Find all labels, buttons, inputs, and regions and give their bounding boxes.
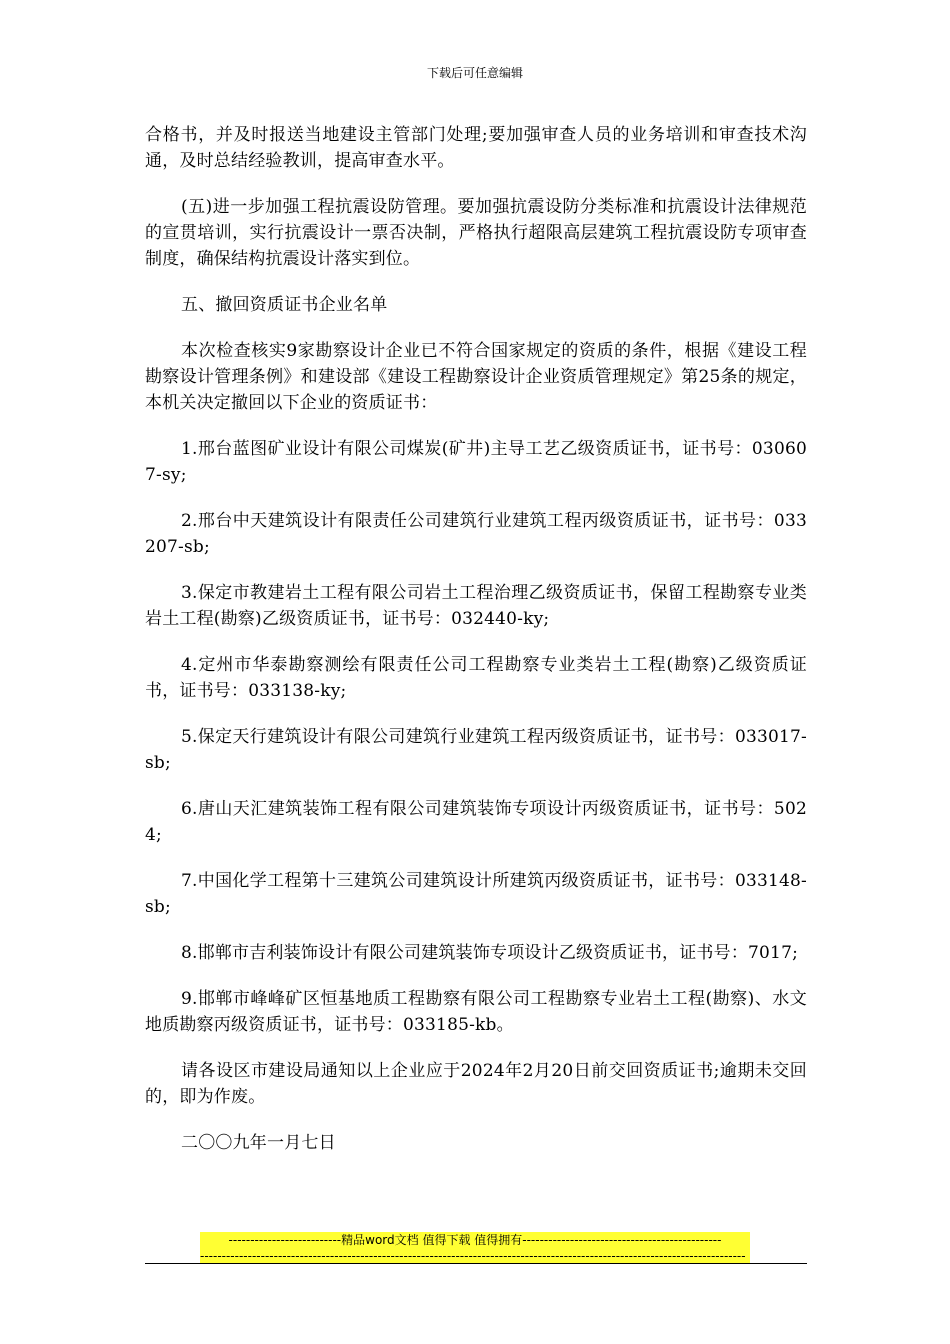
paragraph-seismic-management: (五)进一步加强工程抗震设防管理。要加强抗震设防分类标准和抗震设计法律规范的宣贯培训，实行抗震设计一票否决制，严格执行超限高层建筑工程抗震设防专项审查制度，确保结构抗震设计落实到位。 bbox=[145, 197, 807, 269]
list-item-company-3: 3.保定市教建岩土工程有限公司岩土工程治理乙级资质证书，保留工程勘察专业类岩土工程(勘察)乙级资质证书，证书号：032440-ky; bbox=[145, 583, 807, 629]
footer-banner-dashes: ------------------------------------------------------------------------------------------------------------------------------ bbox=[200, 1248, 750, 1264]
list-item-company-7: 7.中国化学工程第十三建筑公司建筑设计所建筑丙级资质证书，证书号：033148-sb; bbox=[145, 871, 807, 917]
list-item-company-6: 6.唐山天汇建筑装饰工程有限公司建筑装饰专项设计丙级资质证书，证书号：5024; bbox=[145, 799, 807, 845]
page-header-note: 下载后可任意编辑 bbox=[426, 66, 523, 80]
paragraph-revocation-decision: 本次检查核实9家勘察设计企业已不符合国家规定的资质的条件，根据《建设工程勘察设计管理条例》和建设部《建设工程勘察设计企业资质管理规定》第25条的规定，本机关决定撤回以下企业的资质证书： bbox=[145, 341, 807, 413]
list-item-company-5: 5.保定天行建筑设计有限公司建筑行业建筑工程丙级资质证书，证书号：033017-sb; bbox=[145, 727, 807, 773]
document-date: 二〇〇九年一月七日 bbox=[181, 1133, 336, 1153]
list-item-company-2: 2.邢台中天建筑设计有限责任公司建筑行业建筑工程丙级资质证书，证书号：033207-sb; bbox=[145, 511, 807, 557]
footer-banner-text: --------------------------精品word文档 值得下载 值得拥有---------------------------------------------- bbox=[200, 1232, 750, 1248]
paragraph-return-deadline: 请各设区市建设局通知以上企业应于2024年2月20日前交回资质证书;逾期未交回的，即为作废。 bbox=[145, 1061, 807, 1107]
section-heading-revoked-list: 五、撤回资质证书企业名单 bbox=[181, 295, 388, 315]
paragraph-qualification-review: 合格书，并及时报送当地建设主管部门处理;要加强审查人员的业务培训和审查技术沟通，及时总结经验教训，提高审查水平。 bbox=[145, 125, 807, 171]
list-item-company-9: 9.邯郸市峰峰矿区恒基地质工程勘察有限公司工程勘察专业岩土工程(勘察)、水文地质勘察丙级资质证书，证书号：033185-kb。 bbox=[145, 989, 807, 1035]
document-body bbox=[145, 122, 807, 1176]
list-item-company-1: 1.邢台蓝图矿业设计有限公司煤炭(矿井)主导工艺乙级资质证书，证书号：030607-sy; bbox=[145, 439, 807, 485]
list-item-company-4: 4.定州市华泰勘察测绘有限责任公司工程勘察专业类岩土工程(勘察)乙级资质证书，证书号：033138-ky; bbox=[145, 655, 807, 701]
footer-divider bbox=[145, 1263, 807, 1264]
list-item-company-8: 8.邯郸市吉利装饰设计有限公司建筑装饰专项设计乙级资质证书，证书号：7017; bbox=[181, 943, 799, 963]
